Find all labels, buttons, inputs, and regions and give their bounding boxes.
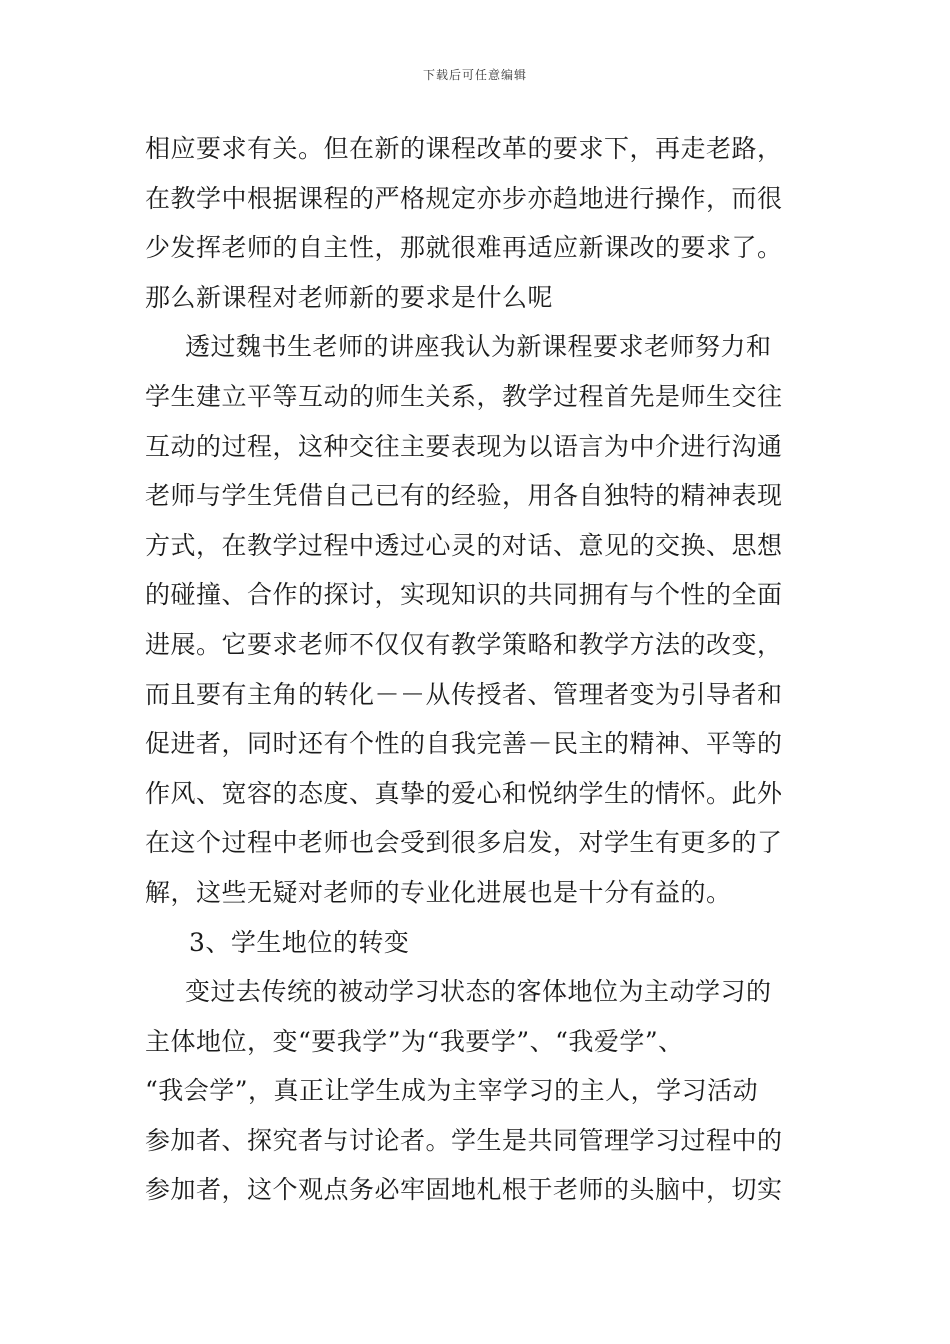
text-line: 参加者、探究者与讨论者。学生是共同管理学习过程中的 — [145, 1125, 783, 1155]
text-line: 而且要有主角的转化－－从传授者、管理者变为引导者和 — [145, 679, 783, 709]
text-line: 老师与学生凭借自己已有的经验，用各自独特的精神表现 — [145, 481, 783, 511]
text-line: 促进者，同时还有个性的自我完善－民主的精神、平等的 — [145, 729, 783, 759]
text-line: 互动的过程，这种交往主要表现为以语言为中介进行沟通 — [145, 431, 783, 461]
text-line: 在这个过程中老师也会受到很多启发，对学生有更多的了 — [145, 828, 783, 858]
text-line: 方式，在教学过程中透过心灵的对话、意见的交换、思想 — [145, 530, 783, 560]
text-line: 作风、宽容的态度、真挚的爱心和悦纳学生的情怀。此外 — [145, 778, 783, 808]
text-line: 在教学中根据课程的严格规定亦步亦趋地进行操作，而很 — [145, 183, 783, 213]
section-heading: 3、学生地位的转变 — [189, 927, 410, 957]
text-line: 参加者，这个观点务必牢固地札根于老师的头脑中，切实 — [145, 1175, 783, 1205]
paragraph-first-line: 透过魏书生老师的讲座我认为新课程要求老师努力和 — [185, 332, 772, 362]
body-text — [145, 124, 810, 1215]
text-line: 少发挥老师的自主性，那就很难再适应新课改的要求了。 — [145, 233, 783, 263]
text-line: 那么新课程对老师新的要求是什么呢 — [145, 282, 554, 312]
text-line: 的碰撞、合作的探讨，实现知识的共同拥有与个性的全面 — [145, 580, 783, 610]
text-line: “我会学”，真正让学生成为主宰学习的主人，学习活动 — [145, 1076, 759, 1106]
text-line: 解，这些无疑对老师的专业化进展也是十分有益的。 — [145, 877, 732, 907]
text-line: 进展。它要求老师不仅仅有教学策略和教学方法的改变， — [145, 629, 783, 659]
header-note: 下载后可任意编辑 — [422, 68, 527, 82]
text-line: 相应要求有关。但在新的课程改革的要求下，再走老路， — [145, 134, 783, 163]
paragraph-first-line: 变过去传统的被动学习状态的客体地位为主动学习的 — [185, 977, 772, 1007]
text-line: 主体地位，变“要我学”为“我要学”、“我爱学”、 — [145, 1026, 684, 1056]
text-line: 学生建立平等互动的师生关系，教学过程首先是师生交往 — [145, 381, 783, 411]
